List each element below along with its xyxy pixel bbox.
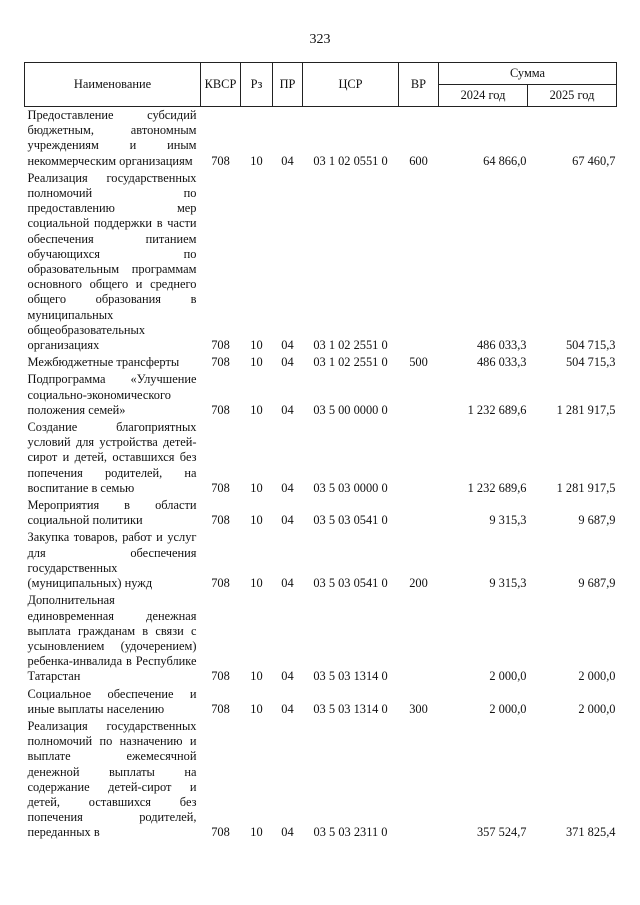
row-vr [399,497,439,529]
header-sum: Сумма [439,63,617,85]
row-kvsr: 708 [211,825,230,840]
row-csr: 03 5 00 0000 0 [313,402,388,417]
table-header [25,63,617,107]
row-vr: 600 [409,153,428,168]
table-row [25,529,617,592]
row-sum-2025: 2 000,0 [578,701,616,716]
row-kvsr: 708 [211,355,230,370]
row-rz: 10 [250,825,263,840]
row-sum-2025: 9 687,9 [578,513,616,528]
row-kvsr: 708 [211,701,230,716]
row-csr: 03 1 02 0551 0 [313,153,388,168]
row-name: Межбюджетные трансферты [27,355,180,370]
row-pr: 04 [281,513,294,528]
row-vr: 500 [409,355,428,370]
row-pr: 04 [281,701,294,716]
row-pr: 04 [281,153,294,168]
row-pr: 04 [281,576,294,591]
row-kvsr: 708 [211,480,230,495]
header-year-2025: 2025 год [528,85,617,107]
table-row [25,170,617,354]
row-kvsr: 708 [211,402,230,417]
header-pr: ПР [273,63,303,107]
header-vr: ВР [399,63,439,107]
row-sum-2025: 1 281 917,5 [556,480,616,495]
row-pr: 04 [281,480,294,495]
row-sum-2025: 504 715,3 [565,355,616,370]
row-name: Дополнительная единовременная денежная выплата гражданам в связи с усыновлением (удочерением) ребенка-инвалида в Республике Татарстан [27,593,197,684]
row-sum-2025: 371 825,4 [565,825,616,840]
row-sum-2025: 2 000,0 [578,669,616,684]
row-sum-2024: 2 000,0 [489,669,527,684]
row-sum-2025: 9 687,9 [578,576,616,591]
row-sum-2024: 2 000,0 [489,701,527,716]
row-vr [399,592,439,685]
table-row [25,686,617,718]
row-csr: 03 1 02 2551 0 [313,338,388,353]
row-pr: 04 [281,402,294,417]
row-sum-2024: 486 033,3 [476,355,527,370]
table-row [25,419,617,497]
row-sum-2024: 1 232 689,6 [467,480,527,495]
row-rz: 10 [250,513,263,528]
row-name: Подпрограмма «Улучшение социально-экономического положения семей» [27,372,197,417]
row-kvsr: 708 [211,513,230,528]
row-sum-2024: 64 866,0 [483,153,527,168]
row-name: Предоставление субсидий бюджетным, автономным учреждениям и иным некоммерческим организациям [27,108,197,168]
row-rz: 10 [250,701,263,716]
row-vr [399,170,439,354]
row-sum-2024: 1 232 689,6 [467,402,527,417]
row-rz: 10 [250,153,263,168]
row-vr [399,419,439,497]
row-rz: 10 [250,355,263,370]
row-name: Мероприятия в области социальной политики [27,498,197,528]
table-row [25,107,617,170]
row-rz: 10 [250,402,263,417]
row-csr: 03 5 03 1314 0 [313,701,388,716]
row-sum-2025: 504 715,3 [565,338,616,353]
row-rz: 10 [250,576,263,591]
row-vr: 200 [409,576,428,591]
row-rz: 10 [250,669,263,684]
row-kvsr: 708 [211,338,230,353]
row-pr: 04 [281,355,294,370]
header-year-2024: 2024 год [439,85,528,107]
row-csr: 03 5 03 2311 0 [313,825,388,840]
header-name: Наименование [25,63,201,107]
page-number: 323 [309,32,331,47]
table-row [25,592,617,685]
row-name: Создание благоприятных условий для устройства детей-сирот и детей, оставшихся без попечения родителей, на воспитание в семью [27,420,197,495]
header-rz: Рз [241,63,273,107]
table-row [25,718,617,842]
row-csr: 03 1 02 2551 0 [313,355,388,370]
row-csr: 03 5 03 0541 0 [313,513,388,528]
row-name: Реализация государственных полномочий по предоставлению мер социальной поддержки в части обеспечения питанием обучающихся по образовательным программам основного общего и среднего общего образования в муниципальных общеобразовательных организациях [27,170,197,353]
row-kvsr: 708 [211,669,230,684]
row-sum-2024: 486 033,3 [476,338,527,353]
row-kvsr: 708 [211,153,230,168]
row-pr: 04 [281,669,294,684]
header-kvsr: КВСР [201,63,241,107]
row-sum-2024: 357 524,7 [476,825,527,840]
row-csr: 03 5 03 1314 0 [313,669,388,684]
table-body [25,107,617,842]
row-sum-2025: 1 281 917,5 [556,402,616,417]
table-row [25,497,617,529]
row-vr [399,371,439,419]
header-csr: ЦСР [303,63,399,107]
budget-table [24,62,617,842]
row-name: Закупка товаров, работ и услуг для обеспечения государственных (муниципальных) нужд [27,530,197,591]
row-name: Социальное обеспечение и иные выплаты населению [27,686,197,716]
row-sum-2024: 9 315,3 [489,576,527,591]
row-vr: 300 [409,701,428,716]
row-name: Реализация государственных полномочий по назначению и выплате ежемесячной денежной выплаты на содержание детей-сирот и детей, оставшихся без попечения родителей, переданных в [27,718,197,840]
row-csr: 03 5 03 0000 0 [313,480,388,495]
row-vr [399,718,439,842]
row-sum-2024: 9 315,3 [489,513,527,528]
row-pr: 04 [281,338,294,353]
row-pr: 04 [281,825,294,840]
table-row [25,354,617,371]
row-csr: 03 5 03 0541 0 [313,576,388,591]
row-rz: 10 [250,480,263,495]
row-rz: 10 [250,338,263,353]
table-row [25,371,617,419]
row-sum-2025: 67 460,7 [572,153,616,168]
row-kvsr: 708 [211,576,230,591]
